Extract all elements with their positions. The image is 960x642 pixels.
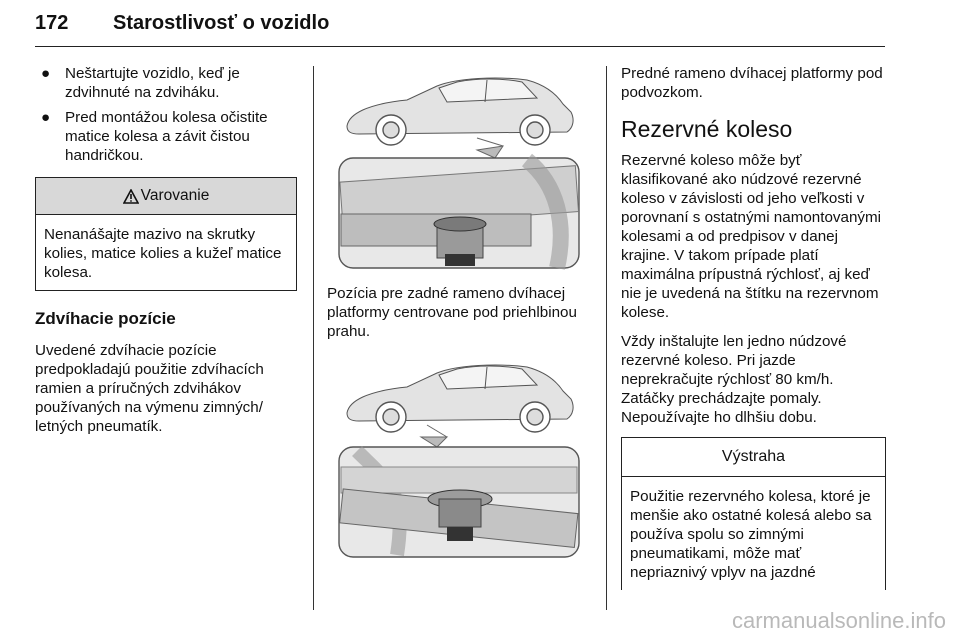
warning-triangle-icon [123,189,139,204]
page-header [35,6,885,47]
front-lift-point-illustration [327,351,589,561]
jack-description: Uvedené zdvíhacie pozície predpokladajú použitie zdvíhacích ramien a príručných zdvihákov používaných na výmenu zimných/ letných pneumatík. [35,342,264,435]
column-right [621,64,886,590]
column-divider-2 [606,66,607,610]
page-number: 172 [35,12,69,34]
pointer-arrow [477,146,503,158]
caution-box [621,437,886,590]
column-middle [327,64,589,561]
warning-symbol [123,189,141,204]
warning-box [35,177,297,291]
spare-wheel-description: Rezervné koleso môže byť klasifikované ako núdzové rezervné koleso v závislosti od jeho veľkosti v porovnaní s ostatnými namontovanými kolesami a od predpisov v danej krajine. V takom prípade platí maximálna prípustná rýchlosť, aj keď nie je uvedená na štítku na rezervnom kolese. [621,152,882,321]
page-title: Starostlivosť o vozidlo [113,12,330,34]
warning-text: Nenanášajte mazivo na skrutky kolies, matice kolies a kužeľ matice kolesa. [44,226,282,281]
detail-panel [339,447,579,557]
detail-panel [339,158,579,268]
bullet-item: ● Neštartujte vozidlo, keď je zdvihnuté na zdviháku. [41,65,240,101]
warning-title: Varovanie [140,187,210,204]
section-heading-spare: Rezervné koleso [621,116,793,142]
bullet-item: ● Pred montážou kolesa očistite matice kolesa a závit čistou handričkou. [41,109,268,164]
warning-box-header [36,178,296,215]
caption-front-lift: Predné rameno dvíhacej platformy pod podvozkom. [621,65,883,101]
caption-rear-lift: Pozícia pre zadné rameno dvíhacej platformy centrovane pod priehlbinou prahu. [327,285,577,340]
section-heading-jack: Zdvíhacie pozície [35,309,176,328]
pointer-arrow [421,437,447,447]
rear-lift-point-illustration [327,64,589,272]
caution-box-header: Výstraha [622,438,885,477]
bullet-list [35,64,297,165]
spare-wheel-instructions: Vždy inštalujte len jedno núdzové rezervné koleso. Pri jazde neprekračujte rýchlosť 80 km/h. Zatáčky prechádzajte pomaly. Nepoužívajte ho dlhšiu dobu. [621,333,847,426]
pointer-line [477,138,503,146]
column-divider-1 [313,66,314,610]
pointer-line [427,425,447,437]
watermark: carmanualsonline.info [731,608,946,633]
caution-text: Použitie rezervného kolesa, ktoré je menšie ako ostatné kolesá alebo sa používa spolu so zimnými pneumatikami, môže mať nepriaznivý vplyv na jazdné [630,488,872,581]
column-left [35,64,297,446]
